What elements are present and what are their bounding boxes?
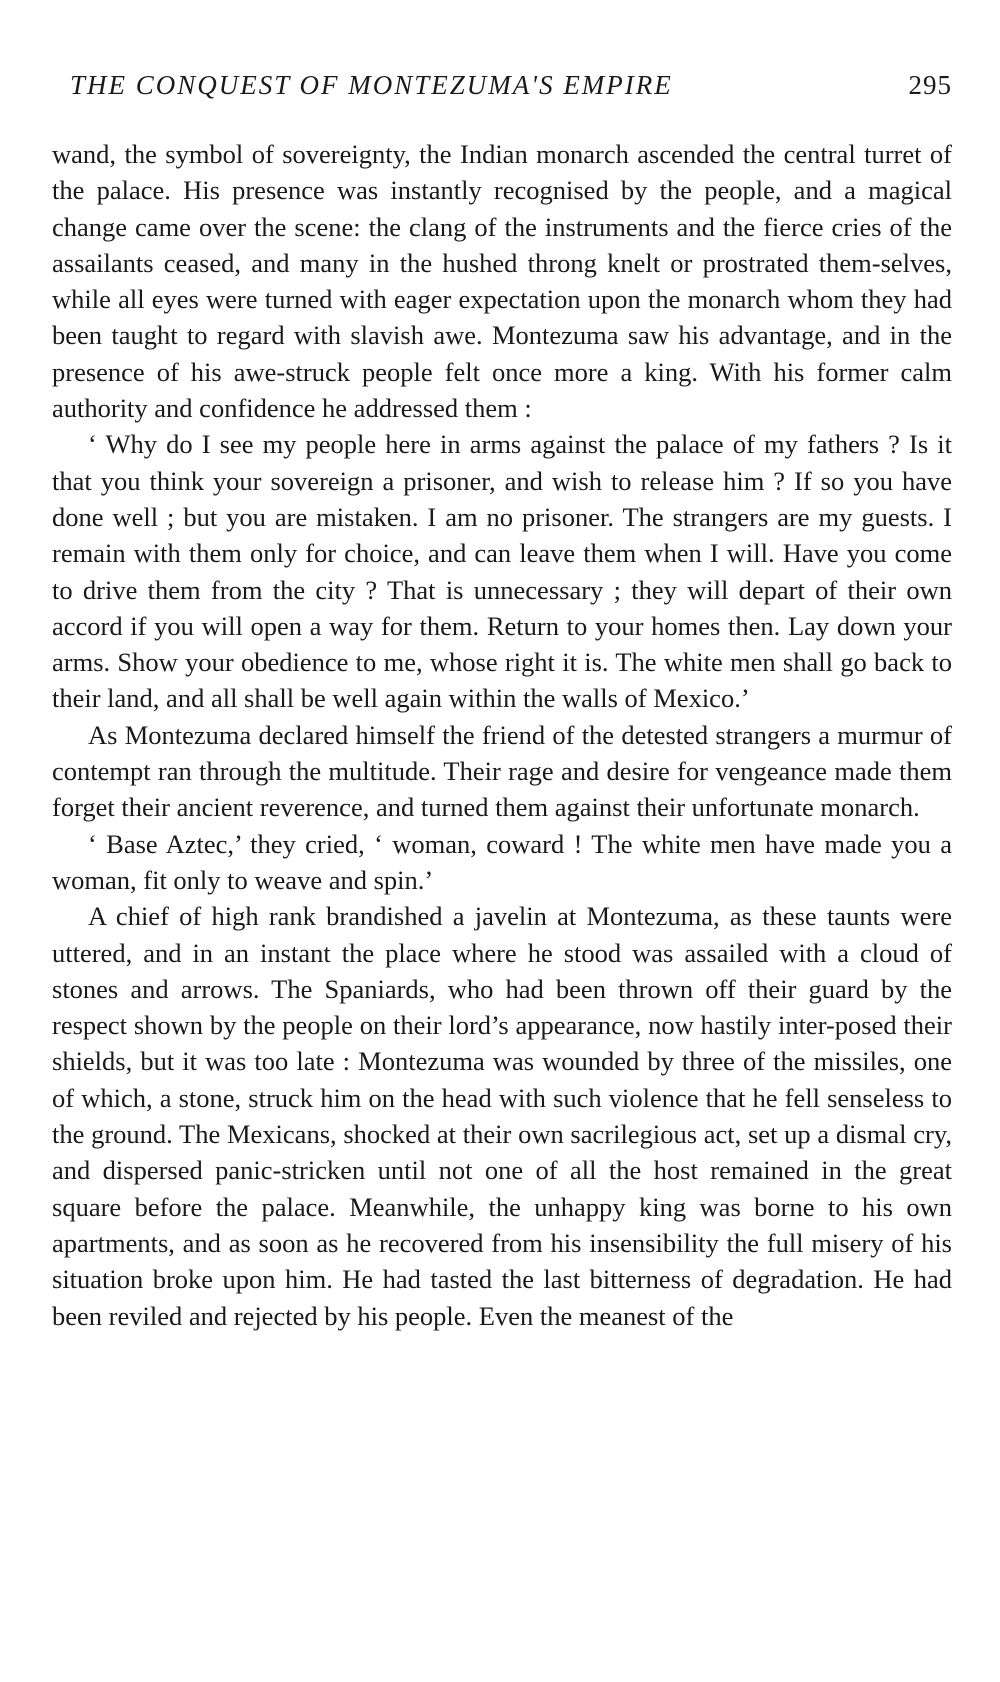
- paragraph-continuation: wand, the symbol of sovereignty, the Indian monarch ascended the central turret of the palace. His presence was instantly recognised by the people, and a magical change came over the scene: the clang of the instruments and the fierce cries of the assailants ceased, and many in the hushed throng knelt or prostrated them-selves, while all eyes were turned with eager expectation upon the monarch whom they had been taught to regard with slavish awe. Montezuma saw his advantage, and in the presence of his awe-struck people felt once more a king. With his former calm authority and confidence he addressed them :: [52, 139, 952, 424]
- book-page: [52, 70, 952, 1334]
- paragraph-wounding: A chief of high rank brandished a javelin at Montezuma, as these taunts were uttered, and in an instant the place where he stood was assailed with a cloud of stones and arrows. The Spaniards, who had been thrown off their guard by the respect shown by the people on their lord’s appearance, now hastily inter-posed their shields, but it was too late : Montezuma was wounded by three of the missiles, one of which, a stone, struck him on the head with such violence that he fell senseless to the ground. The Mexicans, shocked at their own sacrilegious act, set up a dismal cry, and dispersed panic-stricken until not one of all the host remained in the great square before the palace. Meanwhile, the unhappy king was borne to his own apartments, and as soon as he recovered from his insensibility the full misery of his situation broke upon him. He had tasted the last bitterness of degradation. He had been reviled and rejected by his people. Even the meanest of the: [52, 901, 952, 1331]
- paragraph-taunt: ‘ Base Aztec,’ they cried, ‘ woman, coward ! The white men have made you a woman, fit only to weave and spin.’: [52, 828, 952, 895]
- page-number: 295: [908, 70, 952, 100]
- paragraph-murmur: As Montezuma declared himself the friend of the detested strangers a murmur of contempt ran through the multitude. Their rage and desire for vengeance made them forget their ancient reverence, and turned them against their unfortunate monarch.: [52, 719, 952, 823]
- body-text: [52, 136, 952, 1334]
- running-header: [52, 70, 952, 110]
- running-title: THE CONQUEST OF MONTEZUMA'S EMPIRE: [70, 70, 673, 100]
- paragraph-montezuma-speech: ‘ Why do I see my people here in arms against the palace of my fathers ? Is it that you think your sovereign a prisoner, and wish to release him ? If so you have done well ; but you are mistaken. I am no prisoner. The strangers are my guests. I remain with them only for choice, and can leave them when I will. Have you come to drive them from the city ? That is unnecessary ; they will depart of their own accord if you will open a way for them. Return to your homes then. Lay down your arms. Show your obedience to me, whose right it is. The white men shall go back to their land, and all shall be well again within the walls of Mexico.’: [52, 429, 952, 714]
